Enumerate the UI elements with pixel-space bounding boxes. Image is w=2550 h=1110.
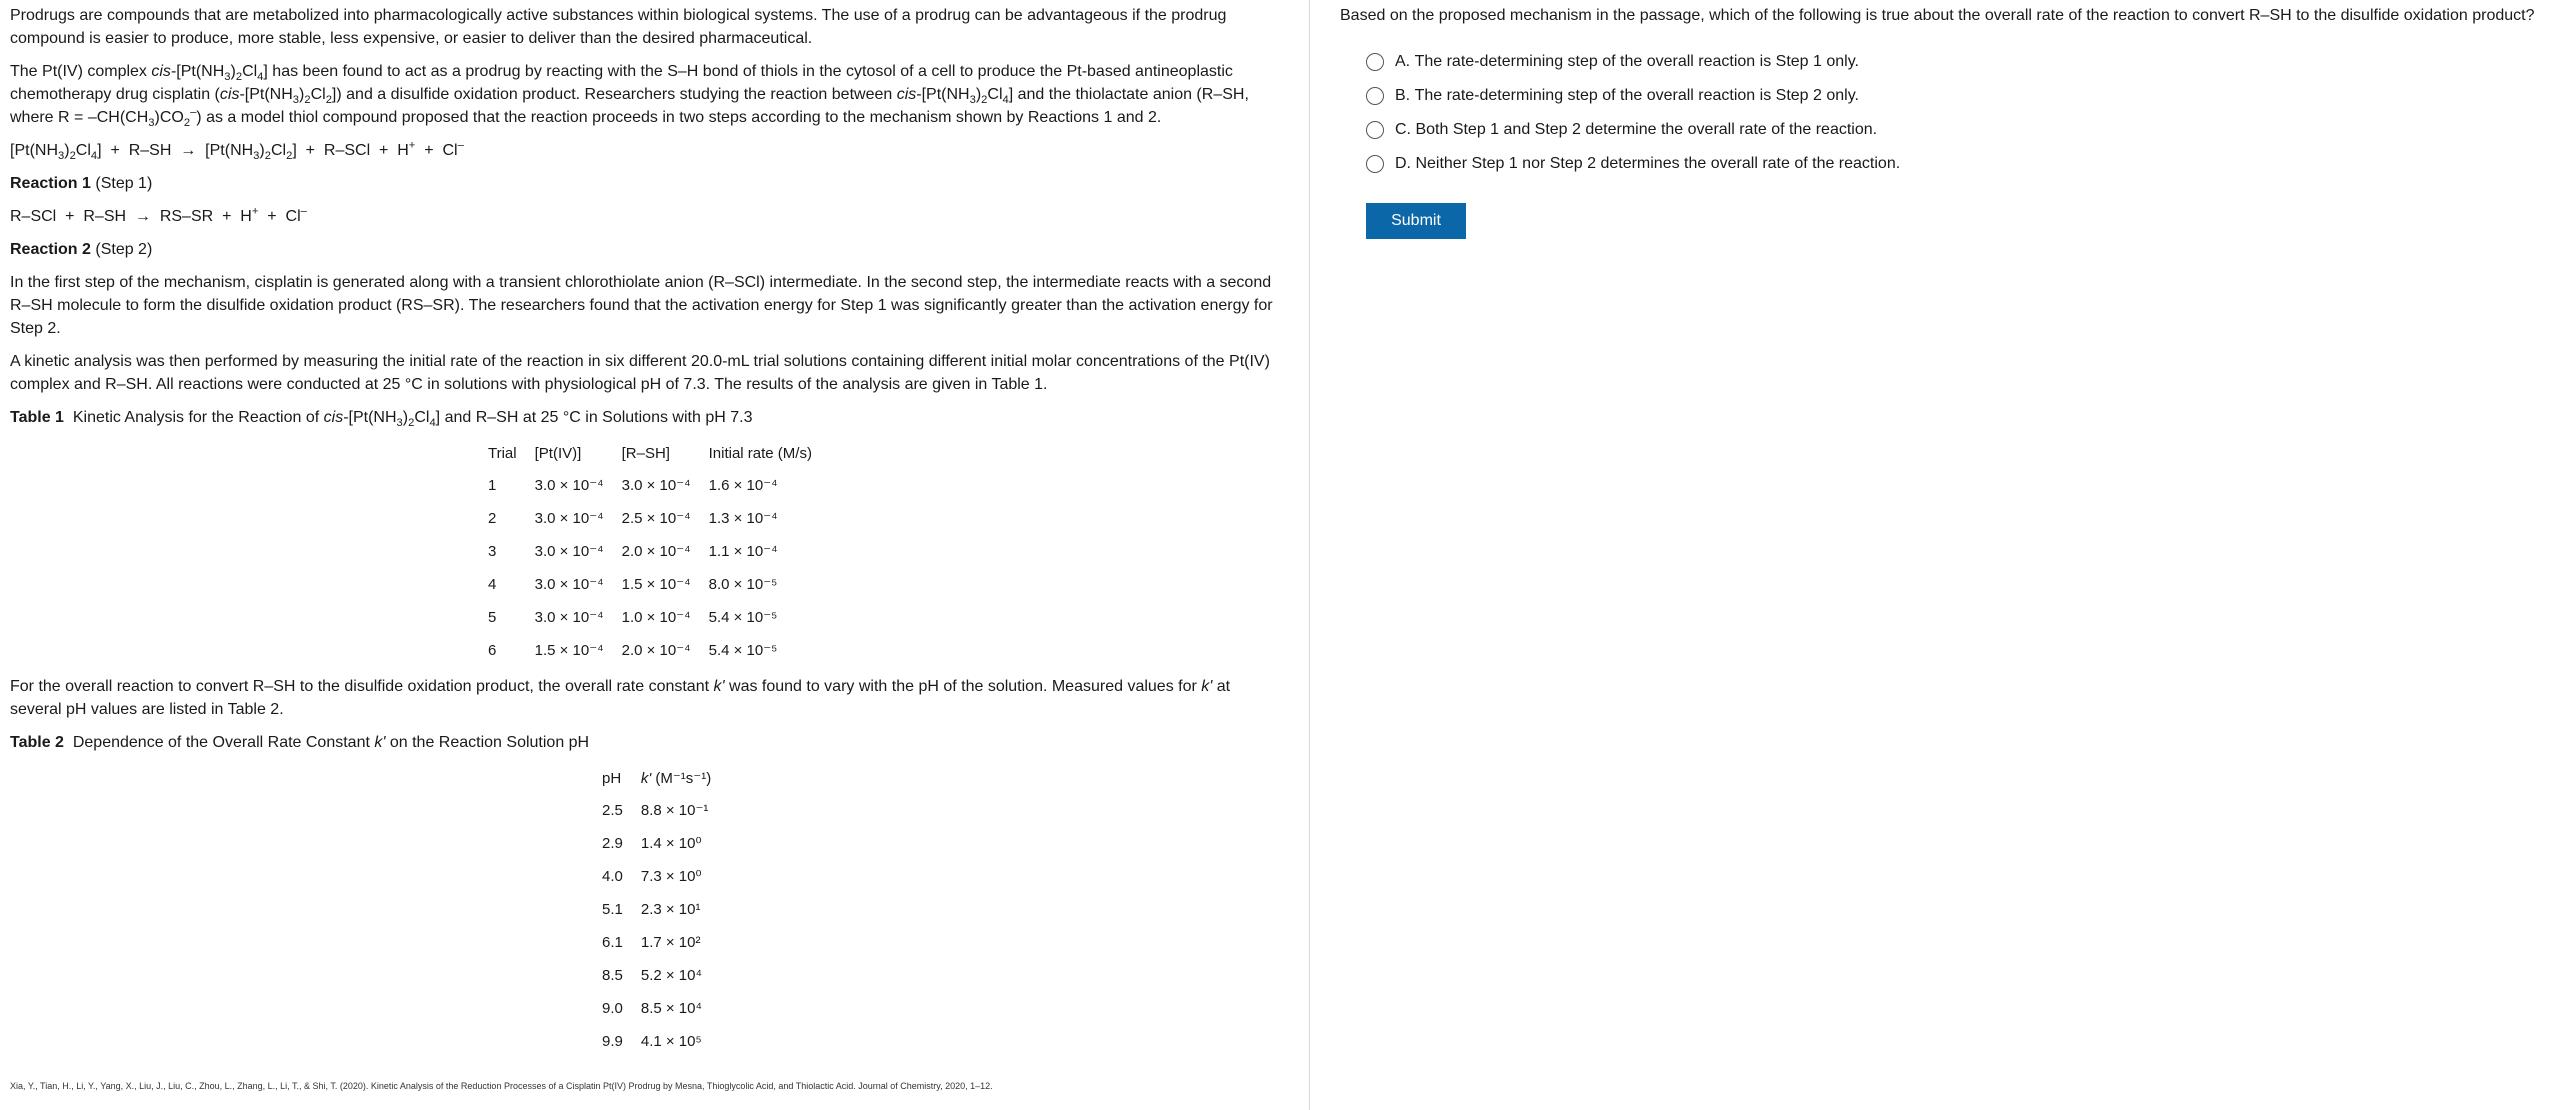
table-cell: 1.5 × 10⁻⁴ <box>621 576 691 593</box>
table-1 <box>479 437 821 667</box>
table-cell: 2.3 × 10¹ <box>640 901 701 918</box>
table-cell: 1.6 × 10⁻⁴ <box>708 477 778 494</box>
table-row <box>479 568 821 601</box>
reaction-2-equation: R–SCl + R–SH → RS–SR + H+ + Cl– <box>10 205 307 225</box>
table-cell: 6 <box>488 642 497 659</box>
table-cell: 2.5 <box>602 802 623 819</box>
table-2-caption: Table 2 Dependence of the Overall Rate Constant k' on the Reaction Solution pH <box>10 734 590 751</box>
radio-button[interactable] <box>1366 155 1384 173</box>
choice-text: The rate-determining step of the overall reaction is Step 1 only. <box>1414 53 1859 70</box>
table-row <box>593 926 720 959</box>
table-row <box>593 959 720 992</box>
table-cell: 8.8 × 10⁻¹ <box>640 802 709 819</box>
choice-letter: C. <box>1395 121 1411 138</box>
table-cell: 3.0 × 10⁻⁴ <box>534 576 604 593</box>
table-cell: 1.3 × 10⁻⁴ <box>708 510 778 527</box>
submit-button[interactable]: Submit <box>1366 203 1466 239</box>
table-cell: 2.0 × 10⁻⁴ <box>621 543 691 560</box>
table-row <box>593 827 720 860</box>
choice-letter: B. <box>1395 87 1411 104</box>
choice-text: The rate-determining step of the overall reaction is Step 2 only. <box>1414 87 1859 104</box>
choice-d[interactable] <box>1366 147 2550 181</box>
table-cell: 9.0 <box>602 1000 623 1017</box>
choice-b[interactable] <box>1366 79 2550 113</box>
question-pane <box>1310 0 2550 1110</box>
table-row <box>479 469 821 502</box>
table-cell: 2.9 <box>602 835 623 852</box>
column-header: Trial <box>488 444 517 462</box>
table-cell: 1.4 × 10⁰ <box>640 835 702 852</box>
table-cell: 8.0 × 10⁻⁵ <box>708 576 778 593</box>
table-cell: 1.5 × 10⁻⁴ <box>534 642 604 659</box>
table-1-caption: Table 1 Kinetic Analysis for the Reaction of cis-$[Pt(NH_3)_2Cl_4]$ and R–SH at 25 °C in Solutions with pH 7.3 <box>10 409 753 430</box>
reaction-2-label: Reaction 2 (Step 2) <box>10 241 153 258</box>
passage-paragraph-5: For the overall reaction to convert R–SH to the disulfide oxidation product, the overall rate constant k' was found to vary with the pH of the solution. Measured values for k' at several pH values are listed in Table 2. <box>10 678 1231 718</box>
choice-letter: D. <box>1395 155 1411 172</box>
table-cell: 6.1 <box>602 934 623 951</box>
column-header: Initial rate (M/s) <box>708 444 812 462</box>
table-cell: 3.0 × 10⁻⁴ <box>534 477 604 494</box>
table-cell: 7.3 × 10⁰ <box>640 868 702 885</box>
choice-text: Neither Step 1 nor Step 2 determines the overall rate of the reaction. <box>1415 155 1901 172</box>
table-cell: 9.9 <box>602 1033 623 1050</box>
question-text: Based on the proposed mechanism in the passage, which of the following is true about the overall rate of the reaction to convert R–SH to the disulfide oxidation product? <box>1340 7 2535 24</box>
table-cell: 4.0 <box>602 868 623 885</box>
choice-letter: A. <box>1395 53 1411 70</box>
table-row <box>479 502 821 535</box>
reaction-1-equation: $[Pt(NH_3)_2Cl_4] + R-SH \to [Pt(NH_3)_2Cl_2] + R-SCl + H^+ + Cl^-$ <box>10 139 464 163</box>
table-cell: 3.0 × 10⁻⁴ <box>534 609 604 626</box>
table-row <box>479 535 821 568</box>
table-cell: 1 <box>488 477 497 494</box>
table-cell: 3 <box>488 543 497 560</box>
table-cell: 8.5 × 10⁴ <box>640 1000 702 1017</box>
column-header: k' (M⁻¹s⁻¹) <box>640 769 712 787</box>
table-cell: 3.0 × 10⁻⁴ <box>621 477 691 494</box>
table-row <box>593 992 720 1025</box>
radio-button[interactable] <box>1366 87 1384 105</box>
table-cell: 1.7 × 10² <box>640 934 701 951</box>
table-cell: 3.0 × 10⁻⁴ <box>534 543 604 560</box>
table-cell: 8.5 <box>602 967 623 984</box>
table-cell: 2.0 × 10⁻⁴ <box>621 642 691 659</box>
table-cell: 2 <box>488 510 497 527</box>
table-cell: 1.0 × 10⁻⁴ <box>621 609 691 626</box>
column-header: [R–SH] <box>621 444 670 462</box>
table-cell: 2.5 × 10⁻⁴ <box>621 510 691 527</box>
table-cell: 5.4 × 10⁻⁵ <box>708 642 778 659</box>
choice-text: Both Step 1 and Step 2 determine the overall rate of the reaction. <box>1415 121 1878 138</box>
radio-button[interactable] <box>1366 121 1384 139</box>
choice-a[interactable] <box>1366 45 2550 79</box>
table-cell: 4.1 × 10⁵ <box>640 1033 702 1050</box>
column-header: [Pt(IV)] <box>534 444 582 462</box>
table-header-row <box>593 762 720 794</box>
table-row <box>479 634 821 667</box>
column-header: pH <box>602 769 622 787</box>
table-row <box>593 893 720 926</box>
answer-choices <box>1366 45 2550 181</box>
passage-paragraph-2: The Pt(IV) complex cis-$[Pt(NH_3)_2Cl_4]$ has been found to act as a prodrug by reacting with the S–H bond of thiols in the cytosol of a cell to produce the Pt-based antineoplastic chemotherapy drug cisplatin $(cis-[Pt(NH_3)_2Cl_2])$ and a disulfide oxidation product. Researchers studying the reaction between cis-$[Pt(NH_3)_2Cl_4]$ and the thiolactate anion (R–SH, where $R = -CH(CH_3)CO_2^-$) as a model thiol compound proposed that the reaction proceeds in two steps according to the mechanism shown by Reactions 1 and 2. <box>10 63 1249 130</box>
table-cell: 3.0 × 10⁻⁴ <box>534 510 604 527</box>
table-2 <box>593 762 720 1058</box>
radio-button[interactable] <box>1366 53 1384 71</box>
passage-paragraph-4: A kinetic analysis was then performed by measuring the initial rate of the reaction in six different 20.0-mL trial solutions containing different initial molar concentrations of the Pt(IV) complex and R–SH. All reactions were conducted at 25 °C in solutions with physiological pH of 7.3. The results of the analysis are given in Table 1. <box>10 353 1270 393</box>
table-row <box>593 1025 720 1058</box>
table-cell: 5.2 × 10⁴ <box>640 967 702 984</box>
passage-paragraph-1: Prodrugs are compounds that are metabolized into pharmacologically active substances within biological systems. The use of a prodrug can be advantageous if the prodrug compound is easier to produce, more stable, less expensive, or easier to deliver than the desired pharmaceutical. <box>10 7 1227 47</box>
table-cell: 5.4 × 10⁻⁵ <box>708 609 778 626</box>
passage-paragraph-3: In the first step of the mechanism, cisplatin is generated along with a transient chlorothiolate anion (R–SCl) intermediate. In the second step, the intermediate reacts with a second R–SH molecule to form the disulfide oxidation product (RS–SR). The researchers found that the activation energy for Step 1 was significantly greater than the activation energy for Step 2. <box>10 274 1273 337</box>
table-cell: 4 <box>488 576 497 593</box>
table-row <box>479 601 821 634</box>
table-header-row <box>479 437 821 469</box>
table-cell: 5.1 <box>602 901 623 918</box>
choice-c[interactable] <box>1366 113 2550 147</box>
table-cell: 5 <box>488 609 497 626</box>
table-row <box>593 794 720 827</box>
table-cell: 1.1 × 10⁻⁴ <box>708 543 778 560</box>
reaction-1-label: Reaction 1 (Step 1) <box>10 175 153 192</box>
citation: Xia, Y., Tian, H., Li, Y., Yang, X., Liu, J., Liu, C., Zhou, L., Zhang, L., Li, T., & Shi, T. (2020). Kinetic Analysis of the Reduction Processes of a Cisplatin Pt(IV) Prodrug by Mesna, Thioglycolic Acid, and Thiolactic Acid. Journal of Chemistry, 2020, 1–12. <box>10 1081 993 1091</box>
table-row <box>593 860 720 893</box>
